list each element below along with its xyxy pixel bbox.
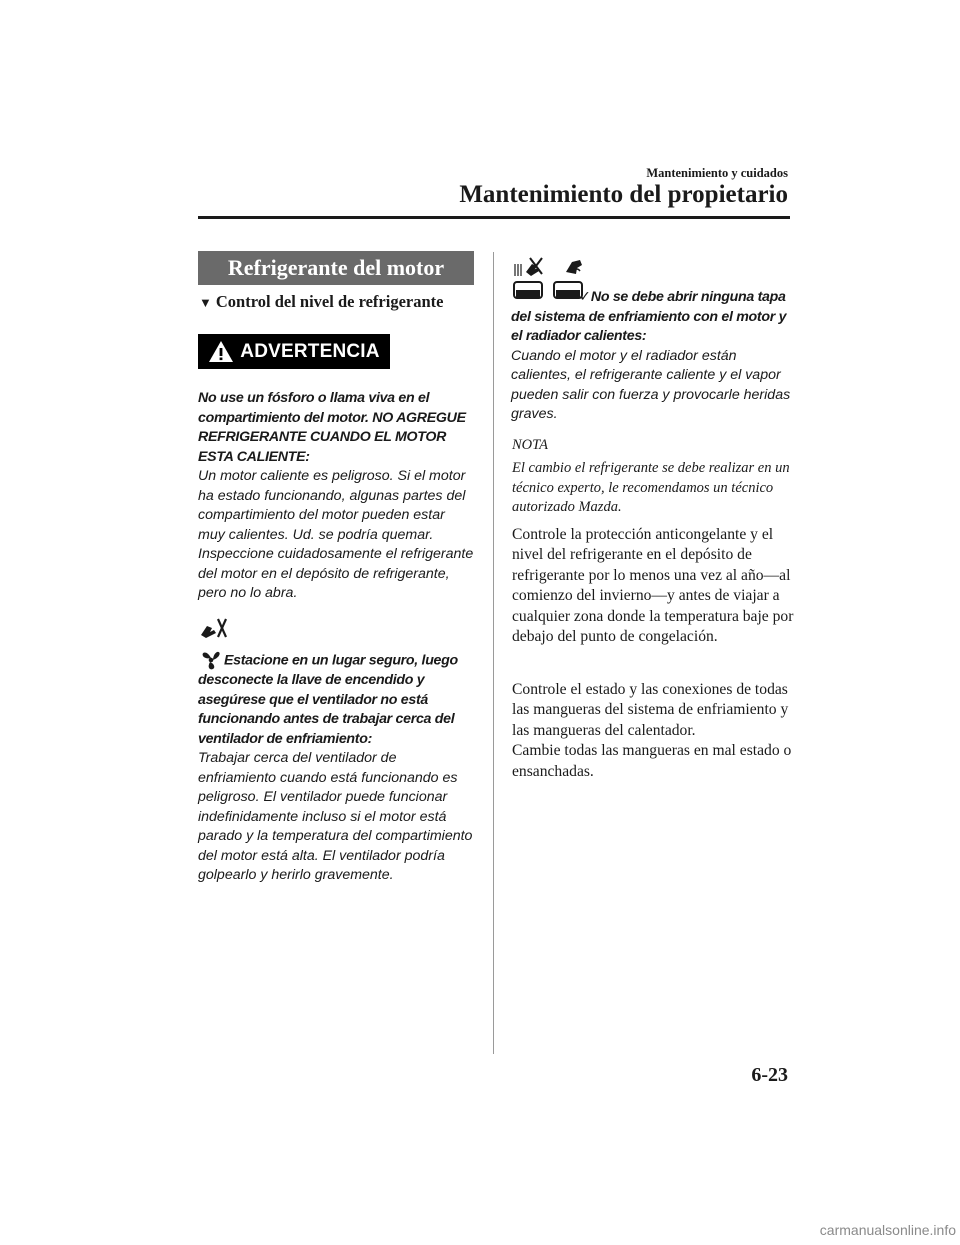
check-icon: ✓ [579,289,591,305]
chapter-title: Mantenimiento y cuidados [646,166,788,180]
triangle-bullet-icon: ▼ [199,295,212,310]
no-hand-icon [198,617,228,639]
warning-hot-cap-heading: No se debe abrir ninguna tapa del sistema de enfriamiento con el motor y el radiador calientes: [511,289,787,344]
warning-hot-cap [511,288,791,425]
header-divider [198,216,790,219]
warning-fan-heading: Estacione en un lugar seguro, luego desconecte la llave de encendido y asegúrese que el ventilador no está funcionando antes de trabajar cerca del ventilador de enfriamiento: [198,652,458,747]
topic-banner: Refrigerante del motor [198,251,474,285]
paragraph-hoses [512,680,794,782]
fan-icon [198,649,224,671]
warning-flame-heading: No use un fósforo o llama viva en el compartimiento del motor. NO AGREGUE REFRIGERANTE CUANDO EL MOTOR ESTA CALIENTE: [198,390,466,465]
note-text: El cambio el refrigerante se debe realizar en un técnico experto, le recomendamos un técnico autorizado Mazda. [512,460,790,515]
warning-fan-body: Trabajar cerca del ventilador de enfriamiento cuando está funcionando es peligroso. El ventilador puede funcionar indefinidamente incluso si el motor está parado y la temperatura del compartimiento del motor está alta. El ventilador podría golpearlo y herirlo gravemente. [198,750,473,883]
column-divider [493,252,494,1054]
warning-triangle-icon [208,340,234,363]
warning-fan [198,649,474,886]
warning-label: ADVERTENCIA [240,340,380,362]
warning-badge [198,334,390,369]
paragraph-hoses-replace: Cambie todas las mangueras en mal estado o ensanchadas. [512,742,792,780]
paragraph-antifreeze: Controle la protección anticongelante y el nivel del refrigerante en el depósito de refrigerante por lo menos una vez al año―al comienzo del invierno―y antes de viajar a cualquier zona donde la temperatura baje por debajo del punto de congelación. [512,526,794,646]
warning-hot-cap-body: Cuando el motor y el radiador están calientes, el refrigerante caliente y el vapor pueden salir con fuerza y provocarle heridas graves. [511,347,791,422]
warning-flame [198,389,474,604]
note-label: NOTA [512,437,548,453]
section-title: Mantenimiento del propietario [459,181,788,208]
watermark: carmanualsonline.info [819,1222,956,1238]
warning-flame-body: Un motor caliente es peligroso. Si el motor ha estado funcionando, algunas partes del compartimiento del motor pueden estar muy calientes. Ud. se podría quemar. Inspeccione cuidadosamente el refrigerante del motor en el depósito de refrigerante, pero no lo abra. [198,468,474,601]
page-number: 6-23 [751,1064,788,1086]
paragraph-hoses-check: Controle el estado y las conexiones de todas las mangueras del sistema de enfriamiento y las mangueras del calentador. [512,681,789,739]
subheading-text: Control del nivel de refrigerante [215,292,444,311]
subheading [199,292,443,312]
